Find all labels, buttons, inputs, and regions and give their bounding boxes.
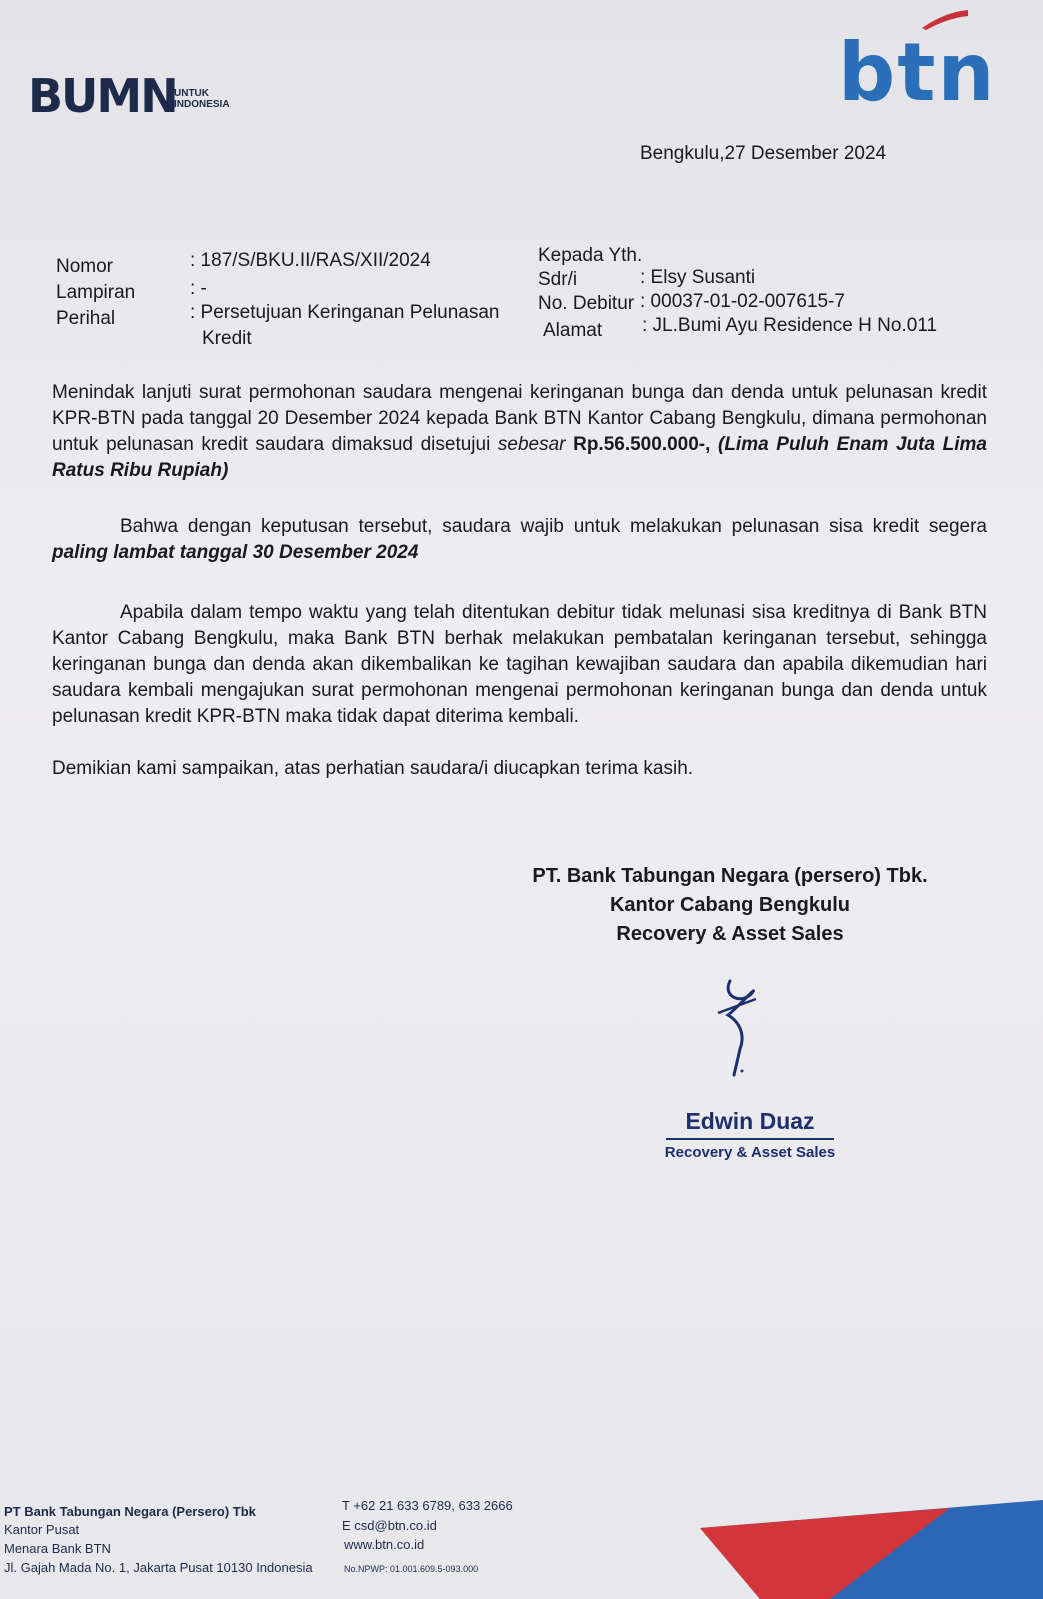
footer-web: www.btn.co.id [344,1537,425,1552]
footer-office: Kantor Pusat [4,1522,80,1537]
alamat-value: : JL.Bumi Ayu Residence H No.011 [642,315,938,336]
perihal-value-1: : Persetujuan Keringanan Pelunasan [190,302,500,323]
paragraph-3-text: Apabila dalam tempo waktu yang telah ditentukan debitur tidak melunasi sisa kreditnya di Bank BTN Kantor Cabang Bengkulu, maka Bank BTN berhak melakukan pembatalan keringanan tersebut, sehingga keringanan bunga dan denda akan dikembalikan ke tagihan kewajiban saudara dan apabila dikemudian hari saudara kembali mengajukan surat permohonan mengenai permohonan keringanan bunga dan denda untuk pelunasan kredit KPR-BTN maka tidak dapat diterima kembali. [52,602,987,727]
paragraph-1-text: Menindak lanjuti surat permohonan saudara mengenai keringanan bunga dan denda untuk pelunasan kredit KPR-BTN pada tanggal 20 Desember 2024 kepada Bank BTN Kantor Cabang Bengkulu, dimana permohonan untuk pelunasan kredit saudara dimaksud disetujui [52,382,987,455]
alamat-label: Alamat [543,320,603,341]
footer-npwp: No.NPWP: 01.001.609.5-093.000 [344,1564,479,1574]
signatory-title: Recovery & Asset Sales [664,1144,836,1161]
approved-amount: Rp.56.500.000-, [565,434,711,455]
payment-deadline: paling lambat tanggal 30 Desember 2024 [52,542,419,563]
debitur-label: No. Debitur [538,293,635,314]
letter-date: Bengkulu,27 Desember 2024 [640,143,887,164]
nomor-value: : 187/S/BKU.II/RAS/XII/2024 [190,250,431,271]
footer-address: Jl. Gajah Mada No. 1, Jakarta Pusat 10130 Indonesia [4,1560,313,1575]
footer-phone: T +62 21 633 6789, 633 2666 [342,1498,513,1513]
lampiran-value: : - [190,278,207,299]
nomor-label: Nomor [56,256,114,277]
bumn-logo-sub-1: UNTUK [174,88,209,99]
bumn-logo [28,69,243,123]
signatory-company [520,862,940,949]
paragraph-1 [52,380,987,484]
paragraph-2-text: Bahwa dengan keputusan tersebut, saudara wajib untuk melakukan pelunasan sisa kredit segera [120,516,987,537]
company-name: PT. Bank Tabungan Negara (persero) Tbk. [532,865,928,887]
footer-company: PT Bank Tabungan Negara (Persero) Tbk [4,1504,256,1519]
footer-swoosh-decoration [700,1490,1043,1599]
lampiran-label: Lampiran [56,282,136,303]
bumn-logo-sub-2: INDONESIA [174,99,230,110]
debitur-value: : 00037-01-02-007615-7 [640,291,845,312]
approved-amount-words: (Lima Puluh Enam Juta Lima Ratus Ribu Rupiah) [52,434,987,481]
btn-logo [838,8,998,119]
paragraph-3 [52,600,987,730]
kepada-yth: Kepada Yth. [538,245,643,266]
bumn-logo-word: BUMN [28,69,177,123]
department-name: Recovery & Asset Sales [616,923,844,945]
footer-email: E csd@btn.co.id [342,1518,437,1533]
signatory-name: Edwin Duaz [685,1108,815,1134]
branch-name: Kantor Cabang Bengkulu [609,894,850,916]
paragraph-2 [52,514,987,566]
bumn-logo-subtitle [174,88,230,110]
handwritten-signature [712,975,772,1095]
sdr-label: Sdr/i [538,269,578,290]
perihal-label: Perihal [56,308,116,329]
btn-logo-word: btn [838,26,997,119]
footer-building: Menara Bank BTN [4,1541,111,1556]
signature-underline [666,1138,834,1140]
sdr-value: : Elsy Susanti [640,267,756,288]
paragraph-4: Demikian kami sampaikan, atas perhatian saudara/i diucapkan terima kasih. [52,758,694,779]
paragraph-1-sebesar: sebesar [497,434,566,455]
perihal-value-2: Kredit [202,328,252,349]
